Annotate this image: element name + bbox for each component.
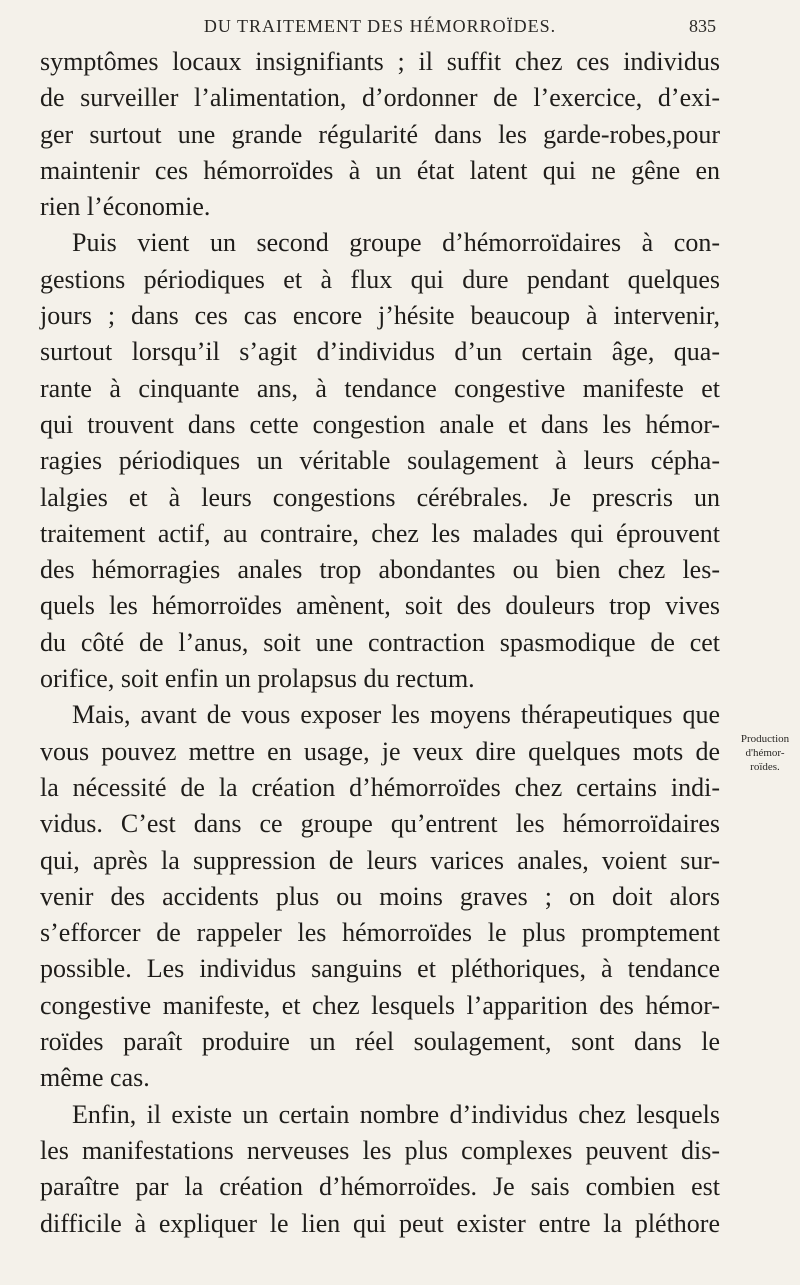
text-line: lalgies et à leurs congestions cérébrales. Je prescris un	[40, 482, 720, 512]
margin-note	[733, 732, 797, 774]
text-line: congestive manifeste, et chez lesquels l’apparition des hémor-	[40, 990, 720, 1020]
margin-note-line: d'hémor-	[745, 747, 785, 759]
text-line: de surveiller l’alimentation, d’ordonner de l’exercice, d’exi-	[40, 83, 720, 113]
text-line: Enfin, il existe un certain nombre d’individus chez lesquels	[72, 1099, 720, 1129]
text-line: ger surtout une grande régularité dans les garde-robes,pour	[40, 119, 720, 149]
text-line: maintenir ces hémorroïdes à un état latent qui ne gêne en	[40, 155, 720, 185]
text-line: vous pouvez mettre en usage, je veux dire quelques mots de	[40, 736, 720, 766]
text-line: gestions périodiques et à flux qui dure pendant quelques	[40, 264, 720, 294]
text-line: les manifestations nerveuses les plus complexes peuvent dis-	[40, 1135, 720, 1165]
text-line: possible. Les individus sanguins et pléthoriques, à tendance	[40, 954, 720, 984]
text-line: du côté de l’anus, soit une contraction spasmodique de cet	[40, 627, 720, 657]
running-title: DU TRAITEMENT DES HÉMORROÏDES.	[203, 16, 557, 36]
text-line: ragies périodiques un véritable soulagement à leurs cépha-	[40, 446, 720, 476]
text-line: difficile à expliquer le lien qui peut exister entre la pléthore	[40, 1208, 720, 1238]
text-line: jours ; dans ces cas encore j’hésite beaucoup à intervenir,	[40, 301, 720, 331]
margin-note-line: roïdes.	[750, 761, 780, 773]
page-number: 835	[689, 16, 716, 36]
text-line: surtout lorsqu’il s’agit d’individus d’un certain âge, qua-	[40, 337, 720, 367]
body-text	[40, 44, 720, 1242]
text-line: symptômes locaux insignifiants ; il suffit chez ces individus	[40, 47, 720, 76]
text-line: Mais, avant de vous exposer les moyens thérapeutiques que	[72, 700, 720, 730]
text-line: traitement actif, au contraire, chez les malades qui éprouvent	[40, 518, 720, 548]
text-line: la nécessité de la création d’hémorroïdes chez certains indi-	[40, 772, 720, 802]
text-line: paraître par la création d’hémorroïdes. Je sais combien est	[40, 1172, 720, 1202]
text-line: rien l’économie.	[40, 192, 211, 222]
text-line: Puis vient un second groupe d’hémorroïdaires à con-	[72, 228, 720, 258]
text-line: roïdes paraît produire un réel soulagement, sont dans le	[40, 1027, 720, 1057]
text-line: des hémorragies anales trop abondantes ou bien chez les-	[40, 555, 720, 585]
text-line: vidus. C’est dans ce groupe qu’entrent les hémorroïdaires	[40, 809, 720, 839]
text-line: qui, après la suppression de leurs varices anales, voient sur-	[40, 845, 720, 875]
text-line: qui trouvent dans cette congestion anale et dans les hémor-	[40, 409, 720, 439]
text-line: quels les hémorroïdes amènent, soit des douleurs trop vives	[40, 591, 720, 621]
text-line: venir des accidents plus ou moins graves ; on doit alors	[40, 881, 720, 911]
page-header	[40, 12, 720, 42]
text-line: orifice, soit enfin un prolapsus du rectum.	[40, 664, 475, 694]
text-line: rante à cinquante ans, à tendance congestive manifeste et	[40, 373, 720, 403]
margin-note-line: Production	[740, 733, 790, 745]
text-line: même cas.	[40, 1063, 150, 1093]
text-line: s’efforcer de rappeler les hémorroïdes le plus promptement	[40, 918, 720, 948]
